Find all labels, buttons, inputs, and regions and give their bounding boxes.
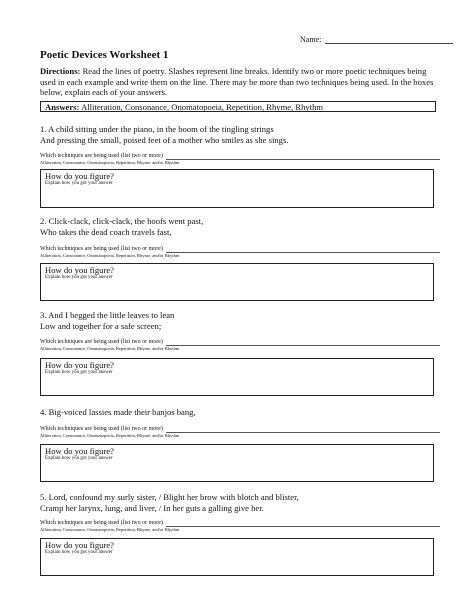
explain-box-3[interactable] [40, 358, 434, 396]
worksheet-title: Poetic Devices Worksheet 1 [40, 49, 169, 61]
question-5 [40, 492, 440, 513]
poem-line: 3. And I begged the little leaves to lean [40, 310, 175, 320]
poem-line: Low and together for a safe screen; [40, 320, 162, 331]
box-subtitle: Explain how you got your answer [45, 181, 113, 186]
directions-text: Read the lines of poetry. Slashes represent line breaks. Identify two or more poetic techniques being used in each example and write them on the line. There may be more than two techniques being used. In the boxes below, explain each of your answers. [40, 66, 434, 98]
techniques-label: Which techniques are being used (list two or more) [40, 520, 163, 526]
name-label: Name: [300, 35, 322, 44]
name-field [300, 35, 453, 44]
techniques-label: Which techniques are being used (list two or more) [40, 153, 163, 159]
explain-box-4[interactable] [40, 444, 434, 482]
techniques-blank[interactable] [166, 520, 440, 527]
techniques-blank[interactable] [166, 339, 440, 346]
box-subtitle: Explain how you got your answer [45, 550, 113, 555]
techniques-blank[interactable] [166, 153, 440, 160]
question-3 [40, 310, 440, 331]
poem-line: Cramp her larynx, lung, and liver, / In her guts a galling give her. [40, 502, 264, 513]
poem-line: 2. Click-clack, click-clack, the hoofs went past, [40, 216, 204, 226]
box-subtitle: Explain how you got your answer [45, 370, 113, 375]
poem-line: 5. Lord, confound my surly sister, / Blight her brow with blotch and blister, [40, 492, 299, 502]
techniques-hint: Alliteration, Consonance, Onomatopoeia, Repetition, Rhyme, and/or Rhythm [40, 160, 180, 165]
box-title: How do you figure? [45, 265, 114, 275]
question-2 [40, 216, 440, 237]
answers-box [40, 101, 436, 112]
box-title: How do you figure? [45, 360, 114, 370]
techniques-answer-2 [40, 246, 440, 259]
techniques-answer-3 [40, 339, 440, 352]
box-title: How do you figure? [45, 171, 114, 181]
techniques-label: Which techniques are being used (list two or more) [40, 426, 163, 432]
question-4 [40, 407, 440, 418]
techniques-answer-5 [40, 520, 440, 533]
poem-line: 1. A child sitting under the piano, in the boom of the tingling strings [40, 124, 274, 134]
explain-box-2[interactable] [40, 263, 434, 301]
poem-line: 4. Big-voiced lassies made their banjos bang, [40, 407, 196, 417]
box-title: How do you figure? [45, 446, 114, 456]
answers-label: Answers: [45, 102, 80, 112]
techniques-blank[interactable] [166, 426, 440, 433]
box-subtitle: Explain how you got your answer [45, 275, 113, 280]
answers-text: Alliteration, Consonance, Onomatopoeia, Repetition, Rhyme, Rhythm [81, 102, 324, 112]
name-blank[interactable] [325, 35, 453, 44]
techniques-hint: Alliteration, Consonance, Onomatopoeia, Repetition, Rhyme, and/or Rhythm [40, 527, 180, 532]
question-1 [40, 124, 440, 145]
techniques-answer-1 [40, 153, 440, 166]
techniques-hint: Alliteration, Consonance, Onomatopoeia, Repetition, Rhyme, and/or Rhythm [40, 433, 180, 438]
box-title: How do you figure? [45, 540, 114, 550]
techniques-label: Which techniques are being used (list two or more) [40, 246, 163, 252]
techniques-hint: Alliteration, Consonance, Onomatopoeia, Repetition, Rhyme, and/or Rhythm [40, 253, 180, 258]
techniques-answer-4 [40, 426, 440, 439]
directions-label: Directions: [40, 66, 81, 76]
directions [40, 66, 436, 98]
techniques-label: Which techniques are being used (list two or more) [40, 339, 163, 345]
explain-box-1[interactable] [40, 169, 434, 208]
techniques-blank[interactable] [166, 246, 440, 253]
poem-line: Who takes the dead coach travels fast, [40, 226, 172, 237]
techniques-hint: Alliteration, Consonance, Onomatopoeia, Repetition, Rhyme, and/or Rhythm [40, 346, 180, 351]
box-subtitle: Explain how you got your answer [45, 456, 113, 461]
explain-box-5[interactable] [40, 538, 434, 576]
poem-line: And pressing the small, poised feet of a mother who smiles as she sings. [40, 134, 289, 145]
